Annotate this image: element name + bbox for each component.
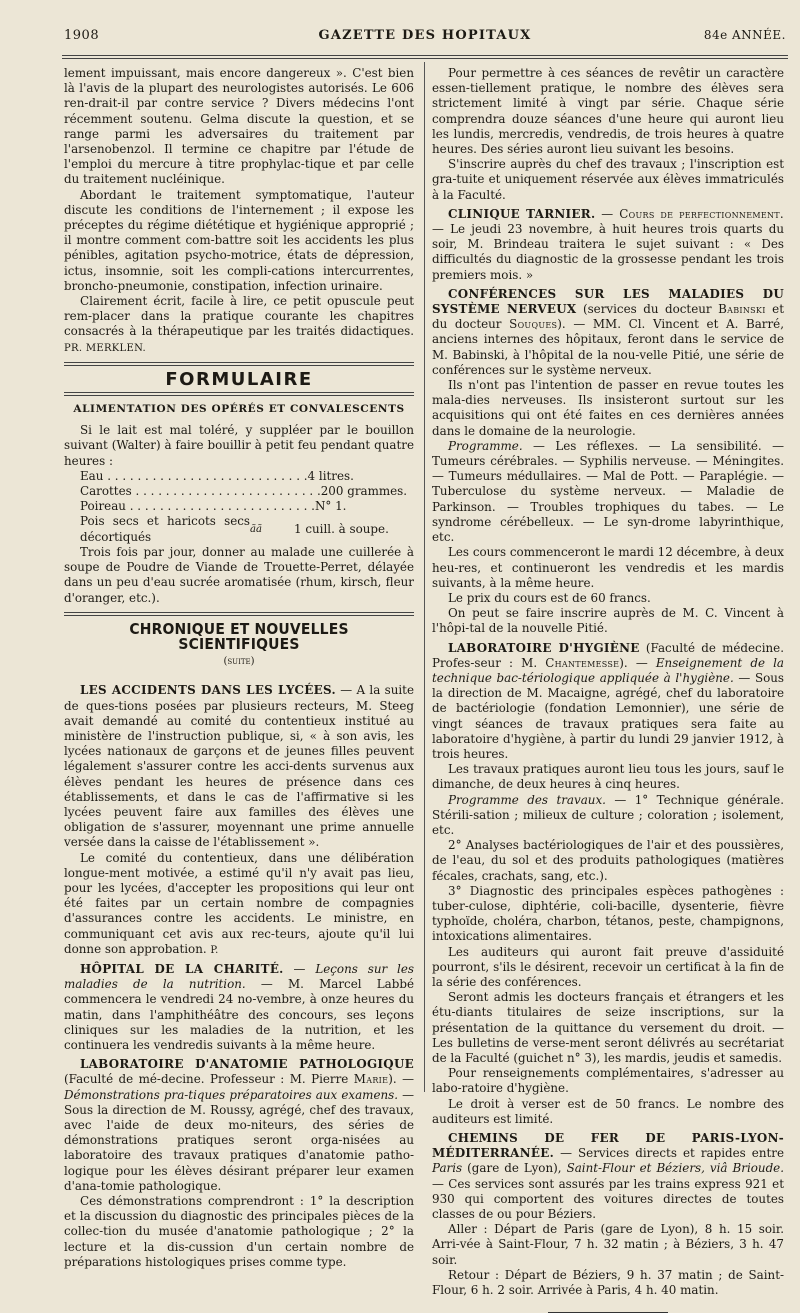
article-conferences: CONFÉRENCES SUR LES MALADIES DU SYSTÈME NERVEUX (services du docteur Babinski et du docteur Souques). — MM. Cl. Vincent et A. Barré, anciens internes des hôpitaux, feront dans le service de M. Babinski, à l'hôpital de la nou-velle Pitié, une série de conférences sur le système nerveux.	[432, 286, 784, 377]
right-paragraph: 3° Diagnostic des principales espèces pathogènes : tuber-culose, diphtérie, coli-bacille, dysenterie, fièvre typhoïde, choléra, charbon, tétanos, peste, champignons, intoxications alimentaires.	[432, 883, 784, 944]
header-rule-top	[62, 55, 788, 56]
ingredient-aa: ãã	[250, 524, 262, 536]
ingredient-qty: 200 grammes.	[320, 484, 408, 499]
ingredient-name: Eau . . . . . . . . . . . . . . . . . . . . . . . . . . .	[80, 468, 308, 483]
ingredient-qty: 4 litres.	[307, 468, 354, 483]
right-column	[432, 66, 784, 1313]
ingredient-name: Carottes . . . . . . . . . . . . . . . . . . . . . . . . .	[80, 484, 321, 499]
article-subheading: — Cours de perfectionnement.	[595, 206, 784, 221]
programme-text: — Les réflexes. — La sensibilité. — Tumeurs cérébrales. — Syphilis nerveuse. — Méningites. — Tumeurs médullaires. — Mal de Pott. — Paraplégie. — Tuberculose du système nerveux. — Maladie de Parkinson. — Troubles trophiques du tabes. — Le syndrome cérébelleux. — Le syn-drome labyrinthique, etc.	[432, 438, 784, 545]
recipe-outro: Trois fois par jour, donner au malade une cuillerée à soupe de Poudre de Viande de Trouette-Perret, délayée dans un peu d'eau sucrée aromatisée (rhum, kirsch, fleur d'oranger, etc.).	[64, 544, 414, 605]
right-paragraph: Les cours commenceront le mardi 12 décembre, à deux heu-res, et continueront les vendredis et les mardis suivants, à la même heure.	[432, 545, 784, 590]
professor-name: Marie	[353, 1072, 389, 1087]
article-text: ). —	[388, 1072, 414, 1087]
ingredient-qty: 1 cuill. à soupe.	[294, 522, 389, 537]
ingredient-name: Pois secs et haricots secs décortiqués	[80, 514, 250, 544]
ingredient-list	[64, 469, 414, 545]
ingredient-qty: N° 1.	[314, 499, 347, 514]
page-header	[64, 28, 786, 48]
article-lycees	[64, 683, 414, 850]
doctor-name: Babinski	[718, 302, 766, 317]
article-text: (Faculté de mé-decine. Professeur : M. Pierre	[64, 1072, 354, 1087]
paragraph-text: Le comité du contentieux, dans une délibération longue-ment motivée, a estimé qu'il n'y avait pas lieu, pour les lycées, d'accepter les propositions qui leur ont été faites par un certain nombre de compagnies d'assurances contre les accidents. Le ministre, en communiquant cet avis aux rec-teurs, ajoute qu'il lui donne son approbation.	[64, 850, 414, 956]
journal-title: GAZETTE DES HOPITAUX	[318, 28, 532, 43]
left-paragraph	[64, 294, 414, 356]
place-name: Paris	[432, 1161, 463, 1176]
ingredient-row	[64, 499, 414, 514]
right-paragraph: Le prix du cours est de 60 francs.	[448, 590, 651, 605]
article-anatomie	[64, 1057, 414, 1194]
article-hygiene: LABORATOIRE D'HYGIÈNE (Faculté de médecine. Profes-seur : M. Chantemesse). — Enseignement de la technique bac-tériologique appliquée à l'hygiène. — Sous la direction de M. Macaigne, agrégé, chef du laboratoire de bactériologie (fondation Lemonnier), une série de vingt séances de travaux pratiques sera faite au laboratoire d'hygiène, à partir du lundi 29 janvier 1912, à trois heures.	[432, 640, 785, 761]
right-paragraph: 2° Analyses bactériologiques de l'air et des poussières, de l'eau, du sol et des produits pathologiques (matières fécales, crachats, sang, etc.).	[432, 838, 784, 883]
section-rule	[64, 392, 414, 396]
article-text: — Sous la direction de M. Macaigne, agrégé, chef du laboratoire de bactériologie (fondation Lemonnier), une série de vingt séances de travaux pratiques sera faite au laboratoire d'hygiène, à partir du lundi 29 janvier 1912, à trois heures.	[432, 670, 785, 761]
left-column	[64, 66, 414, 1270]
article-heading: LABORATOIRE D'HYGIÈNE	[448, 640, 640, 655]
left-paragraph	[64, 851, 414, 958]
recipe-intro: Si le lait est mal toléré, y suppléer par le bouillon suivant (Walter) à faire bouillir à petit feu pendant quatre heures :	[64, 423, 414, 468]
professor-name: Chantemesse	[545, 655, 620, 670]
article-heading: LES ACCIDENTS DANS LES LYCÉES.	[80, 683, 336, 698]
right-paragraph: Pour permettre à ces séances de revêtir un caractère essen-tiellement pratique, le nombre des élèves sera strictement limité à vingt par série. Chaque série comprendra douze séances d'une heure qui auront lieu les lundis, mercredis, vendredis, de trois heures à quatre heures. Des séries auront lieu suivant les besoins.	[432, 66, 784, 157]
right-paragraph: On peut se faire inscrire auprès de M. C. Vincent à l'hôpi-tal de la nouvelle Pitié.	[432, 606, 784, 636]
article-tarnier	[432, 207, 784, 283]
right-paragraph: Retour : Départ de Béziers, 9 h. 37 matin ; de Saint-Flour, 6 h. 2 soir. Arrivée à Paris, 4 h. 40 matin.	[432, 1267, 784, 1298]
article-text: — M. Marcel Labbé commencera le vendredi 24 no-vembre, à onze heures du matin, dans l'amphithéâtre des concours, ses leçons cliniques sur les maladies de la nutrition, et les continuera les vendredis suivants à la même heure.	[64, 977, 414, 1052]
article-italic: Enseignement de la technique bac-tériologique appliquée à l'hygiène.	[432, 655, 784, 685]
article-heading: CONFÉRENCES SUR LES MALADIES DU SYSTÈME NERVEUX	[432, 286, 784, 317]
ingredient-row	[64, 514, 414, 544]
ingredient-row	[64, 484, 414, 499]
header-rule-bottom	[62, 58, 788, 59]
left-paragraph: Ces démonstrations comprendront : 1° la description et la discussion du diagnostic des principales pièces de la collec-tion du musée d'anatomie pathologique ; 2° la lecture et la dis-cussion d'un certain nombre de préparations histologiques prises comme type.	[64, 1194, 414, 1269]
signature: PR. MERKLEN.	[64, 342, 146, 354]
article-italic: Leçons sur les maladies de la nutrition.	[64, 961, 414, 992]
article-charite: HÔPITAL DE LA CHARITÉ. — Leçons sur les maladies de la nutrition. — M. Marcel Labbé commencera le vendredi 24 no-vembre, à onze heures du matin, dans l'amphithéâtre des concours, ses leçons cliniques sur les maladies de la nutrition, et les continuera les vendredis suivants à la même heure.	[64, 961, 414, 1052]
doctor-name: Souques	[509, 317, 558, 332]
year-label: 84e ANNÉE.	[703, 28, 786, 42]
right-paragraph: Le droit à verser est de 50 francs. Le nombre des auditeurs est limité.	[432, 1096, 784, 1126]
paragraph-text: Clairement écrit, facile à lire, ce petit opuscule peut rem-placer dans la pratique courante les chapitres consacrés à la thérapeutique par les traités didactiques.	[64, 294, 414, 339]
section-title-formulaire: FORMULAIRE	[165, 368, 313, 390]
article-heading: CHEMINS DE FER DE PARIS-LYON-MÉDITERRANÉE.	[432, 1131, 784, 1161]
section-suite: (suite)	[223, 656, 255, 668]
section-title-chronique: CHRONIQUE ET NOUVELLES SCIENTIFIQUES	[129, 619, 349, 653]
ingredient-row	[64, 469, 414, 484]
right-paragraph: Les auditeurs qui auront fait preuve d'assiduité pourront, s'ils le désirent, recevoir un certificat à la fin de la série des conférences.	[432, 944, 784, 989]
article-italic: Démonstrations pra-tiques préparatoires aux examens.	[64, 1087, 399, 1102]
column-divider	[424, 62, 425, 1092]
article-text: — A la suite de ques-tions posées par plusieurs recteurs, M. Steeg avait demandé au comité du contentieux institué au ministère de l'instruction publique, si, « à son avis, les lycées nationaux de garçons et de jeunes filles peuvent légalement s'assurer contre les acci-dents survenus aux élèves pendant les heures de présence dans ces établissements, et dans le cas de l'affirmative si les lycées peuvent faire aux familles des élèves une obligation de s'assurer, moyennant une prime annuelle versée dans la caisse de l'établissement ».	[64, 683, 414, 850]
programme-text: — 1° Technique générale. Stérili-sation ; milieux de culture ; coloration ; isolement, etc.	[432, 792, 784, 837]
signature: P.	[210, 944, 219, 956]
article-heading: CLINIQUE TARNIER.	[448, 206, 596, 221]
left-paragraph: lement impuissant, mais encore dangereux ». C'est bien là l'avis de la plupart des neurologistes autorisés. Le 606 ren-drait-il par contre service ? Divers médecins l'ont récemment soutenu. Gelma discute la question, et se range parmi les adversaires du traitement par l'arsenobenzol. Il termine ce chapitre par l'étude de l'emploi du mercure à titre prophylac-tique et par celle du traitement nucléinique.	[64, 66, 414, 187]
right-paragraph: S'inscrire auprès du chef des travaux ; l'inscription est gra-tuite et uniquement réservée aux élèves immatriculés à la Faculté.	[432, 157, 784, 202]
page-number: 1908	[64, 28, 100, 43]
programme	[432, 439, 784, 545]
article-plm: CHEMINS DE FER DE PARIS-LYON-MÉDITERRANÉE. — Services directs et rapides entre Paris (gare de Lyon), Saint-Flour et Béziers, viâ Brioude. — Ces services sont assurés par les trains express 921 et 930 qui comportent des voitures directes de toutes classes de ou pour Béziers.	[432, 1131, 784, 1222]
right-paragraph: Ils n'ont pas l'intention de passer en revue toutes les mala-dies nerveuses. Ils insisteront surtout sur les acquisitions qui ont été faites en ces dernières années dans le domaine de la neurologie.	[432, 378, 784, 438]
right-paragraph: Aller : Départ de Paris (gare de Lyon), 8 h. 15 soir. Arri-vée à Saint-Flour, 7 h. 32 matin ; à Béziers, 3 h. 47 soir.	[432, 1222, 784, 1267]
programme-label: Programme.	[448, 438, 523, 453]
article-text: — Sous la direction de M. Roussy, agrégé, chef des travaux, avec l'aide de deux mo-niteurs, des séries de démonstrations pratiques seront orga-nisées au laboratoire des travaux pratiques d'anatomie patho-logique pour les élèves désirant préparer leur examen d'ana-tomie pathologique.	[64, 1087, 414, 1193]
right-paragraph: Pour renseignements complémentaires, s'adresser au labo-ratoire d'hygiène.	[432, 1066, 784, 1096]
right-paragraph: Les travaux pratiques auront lieu tous les jours, sauf le dimanche, de deux heures à cinq heures.	[432, 762, 784, 792]
place-name: Saint-Flour et Béziers, viâ Brioude.	[566, 1161, 784, 1176]
programme	[432, 793, 784, 839]
ingredient-name: Poireau . . . . . . . . . . . . . . . . . . . . . . . . .	[80, 499, 315, 514]
formulaire-subtitle: ALIMENTATION DES OPÉRÉS ET CONVALESCENTS	[73, 403, 405, 416]
programme-label: Programme des travaux.	[448, 792, 606, 807]
article-heading: HÔPITAL DE LA CHARITÉ.	[80, 961, 284, 976]
article-heading: LABORATOIRE D'ANATOMIE PATHOLOGIQUE	[80, 1057, 414, 1072]
left-paragraph: Abordant le traitement symptomatique, l'auteur discute les conditions de l'internement ; il expose les préceptes du régime diététique et hygiénique approprié ; il montre comment com-battre soit les accidents les plus pénibles, agitation psycho-motrice, états de dépression, ictus, insomnie, soit les compli-cations intercurrentes, broncho-pneumonie, constipation, infection urinaire.	[64, 187, 414, 293]
article-text: — Le jeudi 23 novembre, à huit heures trois quarts du soir, M. Brindeau traitera le sujet suivant : « Des difficultés du diagnostic de la grossesse pendant les trois premiers mois. »	[432, 222, 784, 282]
right-paragraph: Seront admis les docteurs français et étrangers et les étu-diants titulaires de seize inscriptions, sur la présentation de la quittance du versement du droit. — Les bulletins de verse-ment seront délivrés au secrétariat de la Faculté (guichet n° 3), les mardis, jeudis et samedis.	[432, 990, 784, 1065]
